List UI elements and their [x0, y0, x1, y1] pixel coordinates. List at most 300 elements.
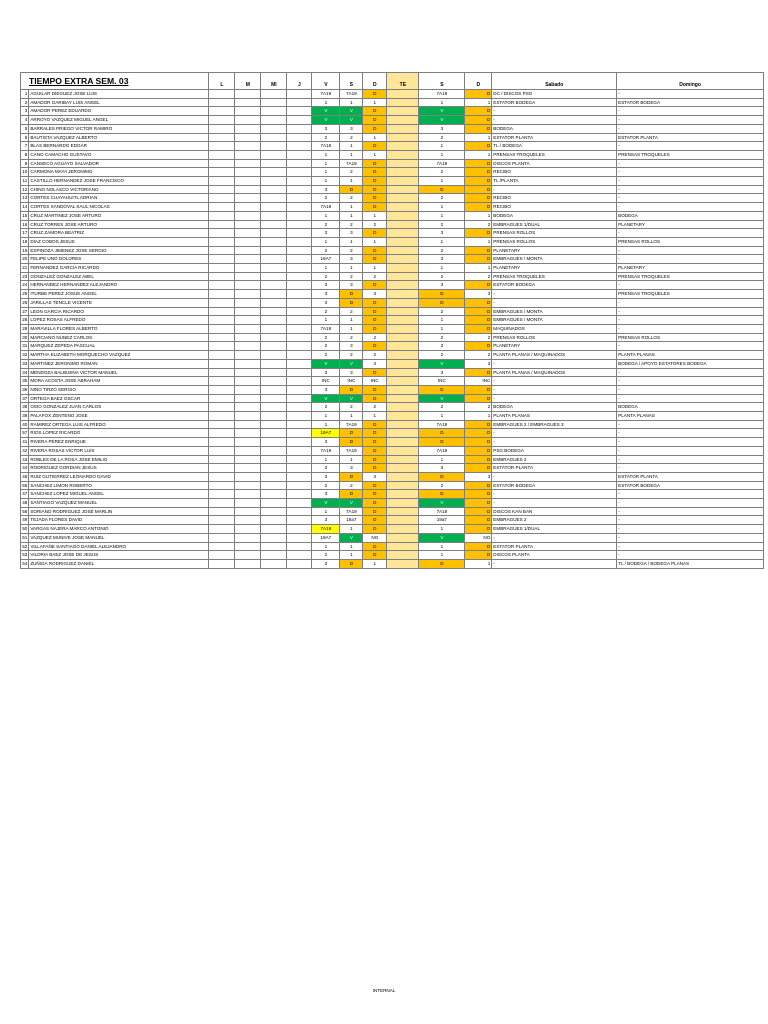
cell-l[interactable] — [209, 481, 235, 490]
cell-s2[interactable]: 1 — [419, 203, 465, 212]
cell-te[interactable] — [387, 525, 419, 534]
cell-s[interactable]: 2 — [340, 307, 363, 316]
cell-v[interactable]: 3 — [312, 185, 340, 194]
employee-name[interactable]: TEJADA FLORES DAVID — [29, 516, 209, 525]
cell-l[interactable] — [209, 255, 235, 264]
cell-d2[interactable]: 1 — [465, 98, 492, 107]
cell-domingo[interactable]: - — [617, 142, 764, 151]
row-number[interactable]: 39 — [21, 412, 29, 421]
cell-s2[interactable]: 1 — [419, 237, 465, 246]
cell-s[interactable]: D — [340, 185, 363, 194]
cell-domingo[interactable]: PLANTA PLANAS — [617, 412, 764, 421]
cell-d[interactable]: 1 — [363, 412, 387, 421]
cell-d2[interactable]: D — [465, 481, 492, 490]
row-number[interactable]: 32 — [21, 351, 29, 360]
cell-d2[interactable]: 1 — [465, 412, 492, 421]
cell-m[interactable] — [235, 420, 261, 429]
cell-v[interactable]: 1 — [312, 316, 340, 325]
cell-sabado[interactable]: RECIBO — [492, 203, 617, 212]
cell-d2[interactable]: 1 — [465, 237, 492, 246]
cell-m[interactable] — [235, 333, 261, 342]
cell-te[interactable] — [387, 211, 419, 220]
cell-s2[interactable]: D — [419, 438, 465, 447]
cell-d2[interactable]: 2 — [465, 351, 492, 360]
cell-l[interactable] — [209, 420, 235, 429]
cell-domingo[interactable]: - — [617, 394, 764, 403]
cell-v[interactable]: 2 — [312, 133, 340, 142]
cell-j[interactable] — [287, 377, 312, 386]
cell-m[interactable] — [235, 281, 261, 290]
employee-name[interactable]: MENDOZA BALBUENA VICTOR MANUEL — [29, 368, 209, 377]
cell-s2[interactable]: V — [419, 394, 465, 403]
cell-d2[interactable]: 2 — [465, 333, 492, 342]
cell-d[interactable]: D — [363, 516, 387, 525]
cell-l[interactable] — [209, 133, 235, 142]
employee-name[interactable]: LOPEZ ROSAS ALFREDO — [29, 316, 209, 325]
cell-s2[interactable]: D — [419, 290, 465, 299]
cell-s2[interactable]: V — [419, 499, 465, 508]
row-number[interactable]: 24 — [21, 281, 29, 290]
cell-j[interactable] — [287, 412, 312, 421]
employee-name[interactable]: CRUZ TORRES JOSE ARTURO — [29, 220, 209, 229]
cell-d2[interactable]: D — [465, 429, 492, 438]
cell-d[interactable]: 3 — [363, 359, 387, 368]
cell-s2[interactable]: 7A19 — [419, 446, 465, 455]
employee-name[interactable]: RODRIGUEZ GORDIAN JESUS — [29, 464, 209, 473]
cell-m[interactable] — [235, 455, 261, 464]
cell-l[interactable] — [209, 237, 235, 246]
cell-d[interactable]: D — [363, 342, 387, 351]
cell-mi[interactable] — [261, 98, 287, 107]
cell-te[interactable] — [387, 116, 419, 125]
cell-l[interactable] — [209, 107, 235, 116]
cell-d2[interactable]: D — [465, 368, 492, 377]
cell-sabado[interactable]: - — [492, 385, 617, 394]
cell-v[interactable]: 2 — [312, 333, 340, 342]
cell-s2[interactable]: 1 — [419, 264, 465, 273]
cell-d[interactable]: D — [363, 385, 387, 394]
cell-l[interactable] — [209, 359, 235, 368]
cell-l[interactable] — [209, 542, 235, 551]
employee-name[interactable]: ORTEGA BAEZ OSCAR — [29, 394, 209, 403]
cell-d[interactable]: D — [363, 438, 387, 447]
cell-d2[interactable]: D — [465, 246, 492, 255]
cell-l[interactable] — [209, 142, 235, 151]
cell-d2[interactable]: 1 — [465, 133, 492, 142]
row-number[interactable]: 47 — [21, 490, 29, 499]
cell-sabado[interactable]: PSG BODEGA — [492, 446, 617, 455]
cell-d2[interactable]: D — [465, 516, 492, 525]
employee-name[interactable]: SANTIAGO VAZQUEZ MANUEL — [29, 499, 209, 508]
cell-d[interactable]: D — [363, 542, 387, 551]
cell-d[interactable]: D — [363, 229, 387, 238]
cell-m[interactable] — [235, 516, 261, 525]
cell-domingo[interactable]: - — [617, 185, 764, 194]
cell-s2[interactable]: 2 — [419, 351, 465, 360]
cell-v[interactable]: 19A7 — [312, 533, 340, 542]
cell-s2[interactable]: 7A19 — [419, 507, 465, 516]
cell-d[interactable]: D — [363, 298, 387, 307]
cell-m[interactable] — [235, 142, 261, 151]
cell-te[interactable] — [387, 507, 419, 516]
cell-domingo[interactable]: - — [617, 324, 764, 333]
cell-mi[interactable] — [261, 507, 287, 516]
cell-j[interactable] — [287, 533, 312, 542]
cell-sabado[interactable]: EMBRAGUES / MONTA — [492, 307, 617, 316]
row-number[interactable]: 53 — [21, 551, 29, 560]
employee-name[interactable]: ROBLES DE LA ROSA JOSE EMILIO — [29, 455, 209, 464]
cell-d2[interactable]: D — [465, 446, 492, 455]
cell-d2[interactable]: D — [465, 385, 492, 394]
cell-d2[interactable]: 2 — [465, 272, 492, 281]
cell-sabado[interactable]: - — [492, 116, 617, 125]
cell-l[interactable] — [209, 499, 235, 508]
employee-name[interactable]: VILLAFAÑE SANTIAGO DANIEL ALEJANDRO — [29, 542, 209, 551]
cell-mi[interactable] — [261, 133, 287, 142]
cell-s2[interactable]: 3 — [419, 368, 465, 377]
cell-l[interactable] — [209, 333, 235, 342]
cell-m[interactable] — [235, 237, 261, 246]
cell-te[interactable] — [387, 455, 419, 464]
cell-v[interactable]: 2 — [312, 272, 340, 281]
cell-s[interactable]: 2 — [340, 481, 363, 490]
cell-mi[interactable] — [261, 237, 287, 246]
cell-s2[interactable]: 2 — [419, 133, 465, 142]
cell-te[interactable] — [387, 481, 419, 490]
cell-j[interactable] — [287, 264, 312, 273]
cell-d[interactable]: 2 — [363, 220, 387, 229]
employee-name[interactable]: DIAZ COBOS JESUS — [29, 237, 209, 246]
cell-d2[interactable]: D — [465, 177, 492, 186]
cell-mi[interactable] — [261, 377, 287, 386]
employee-name[interactable]: GONZALEZ GONZALEZ ABEL — [29, 272, 209, 281]
cell-l[interactable] — [209, 438, 235, 447]
cell-m[interactable] — [235, 377, 261, 386]
cell-v[interactable]: 1 — [312, 98, 340, 107]
cell-te[interactable] — [387, 394, 419, 403]
cell-s2[interactable]: D — [419, 490, 465, 499]
cell-l[interactable] — [209, 551, 235, 560]
cell-d2[interactable]: D — [465, 420, 492, 429]
cell-s[interactable]: 1 — [340, 324, 363, 333]
cell-l[interactable] — [209, 316, 235, 325]
row-number[interactable]: 52 — [21, 542, 29, 551]
cell-m[interactable] — [235, 412, 261, 421]
cell-mi[interactable] — [261, 333, 287, 342]
cell-te[interactable] — [387, 499, 419, 508]
employee-name[interactable]: RAMIREZ ORTEGA LUIS ALFREDO — [29, 420, 209, 429]
cell-l[interactable] — [209, 177, 235, 186]
cell-m[interactable] — [235, 116, 261, 125]
employee-name[interactable]: CRUZ MARTINEZ JOSE ARTURO — [29, 211, 209, 220]
cell-s2[interactable]: D — [419, 298, 465, 307]
cell-v[interactable]: 1 — [312, 264, 340, 273]
cell-d[interactable]: 1 — [363, 237, 387, 246]
cell-d[interactable]: D — [363, 316, 387, 325]
cell-mi[interactable] — [261, 229, 287, 238]
cell-j[interactable] — [287, 142, 312, 151]
cell-l[interactable] — [209, 490, 235, 499]
cell-m[interactable] — [235, 490, 261, 499]
cell-j[interactable] — [287, 464, 312, 473]
cell-l[interactable] — [209, 412, 235, 421]
cell-l[interactable] — [209, 272, 235, 281]
cell-mi[interactable] — [261, 359, 287, 368]
cell-d2[interactable]: 3 — [465, 472, 492, 481]
cell-v[interactable]: V — [312, 107, 340, 116]
cell-l[interactable] — [209, 116, 235, 125]
employee-name[interactable]: FERNANDEZ GARCIA RICARDO — [29, 264, 209, 273]
cell-te[interactable] — [387, 168, 419, 177]
cell-s[interactable]: 7A19 — [340, 420, 363, 429]
cell-mi[interactable] — [261, 290, 287, 299]
cell-s[interactable]: V — [340, 359, 363, 368]
cell-sabado[interactable]: - — [492, 499, 617, 508]
cell-mi[interactable] — [261, 324, 287, 333]
cell-domingo[interactable]: - — [617, 203, 764, 212]
cell-s2[interactable]: 3 — [419, 281, 465, 290]
cell-s2[interactable]: 2 — [419, 333, 465, 342]
cell-v[interactable]: 3 — [312, 281, 340, 290]
cell-j[interactable] — [287, 455, 312, 464]
cell-s2[interactable]: 1 — [419, 150, 465, 159]
employee-name[interactable]: FELIPE UNO DOLORES — [29, 255, 209, 264]
cell-d2[interactable]: D — [465, 116, 492, 125]
row-number[interactable]: 9 — [21, 159, 29, 168]
cell-te[interactable] — [387, 342, 419, 351]
cell-s2[interactable]: 7A19 — [419, 159, 465, 168]
cell-domingo[interactable]: - — [617, 542, 764, 551]
cell-te[interactable] — [387, 255, 419, 264]
row-number[interactable]: 31 — [21, 342, 29, 351]
cell-sabado[interactable]: PLANTA PLANAS — [492, 412, 617, 421]
cell-d2[interactable]: D — [465, 342, 492, 351]
cell-l[interactable] — [209, 507, 235, 516]
cell-s2[interactable]: 1 — [419, 98, 465, 107]
cell-v[interactable]: 1 — [312, 150, 340, 159]
employee-name[interactable]: NIÑO TIRZO SERGIO — [29, 385, 209, 394]
cell-m[interactable] — [235, 472, 261, 481]
cell-s2[interactable]: 2 — [419, 481, 465, 490]
cell-j[interactable] — [287, 351, 312, 360]
cell-s2[interactable]: 3 — [419, 229, 465, 238]
row-number[interactable]: 42 — [21, 446, 29, 455]
cell-mi[interactable] — [261, 124, 287, 133]
row-number[interactable]: 11 — [21, 177, 29, 186]
cell-v[interactable]: 7A19 — [312, 446, 340, 455]
cell-sabado[interactable]: - — [492, 359, 617, 368]
cell-v[interactable]: 3 — [312, 229, 340, 238]
cell-s[interactable]: 1 — [340, 142, 363, 151]
row-number[interactable]: 1 — [21, 90, 29, 99]
cell-d2[interactable]: D — [465, 90, 492, 99]
employee-name[interactable]: SANCHEZ LIMON ROBERTO — [29, 481, 209, 490]
cell-sabado[interactable]: DISCOS KAN BAN — [492, 507, 617, 516]
cell-s[interactable]: D — [340, 298, 363, 307]
cell-j[interactable] — [287, 481, 312, 490]
cell-s2[interactable]: 3 — [419, 124, 465, 133]
cell-m[interactable] — [235, 394, 261, 403]
cell-mi[interactable] — [261, 194, 287, 203]
cell-d[interactable]: D — [363, 429, 387, 438]
cell-l[interactable] — [209, 246, 235, 255]
employee-name[interactable]: ARROYO VAZQUEZ MIGUEL ANGEL — [29, 116, 209, 125]
cell-domingo[interactable]: - — [617, 385, 764, 394]
cell-m[interactable] — [235, 133, 261, 142]
cell-s2[interactable]: 1 — [419, 142, 465, 151]
cell-d[interactable]: D — [363, 324, 387, 333]
row-number[interactable]: 56 — [21, 507, 29, 516]
cell-mi[interactable] — [261, 281, 287, 290]
employee-name[interactable]: PALAFOX ZENTENO JOSE — [29, 412, 209, 421]
cell-te[interactable] — [387, 316, 419, 325]
cell-d2[interactable]: D — [465, 394, 492, 403]
cell-l[interactable] — [209, 194, 235, 203]
cell-j[interactable] — [287, 359, 312, 368]
cell-mi[interactable] — [261, 499, 287, 508]
cell-l[interactable] — [209, 533, 235, 542]
cell-d[interactable]: D — [363, 368, 387, 377]
cell-l[interactable] — [209, 342, 235, 351]
cell-te[interactable] — [387, 246, 419, 255]
cell-te[interactable] — [387, 324, 419, 333]
cell-mi[interactable] — [261, 403, 287, 412]
cell-mi[interactable] — [261, 255, 287, 264]
cell-m[interactable] — [235, 507, 261, 516]
cell-s2[interactable]: D — [419, 472, 465, 481]
cell-v[interactable]: 3 — [312, 559, 340, 568]
cell-domingo[interactable]: PLANTA PLANAS — [617, 351, 764, 360]
cell-s[interactable]: 2 — [340, 133, 363, 142]
cell-sabado[interactable]: - — [492, 429, 617, 438]
cell-l[interactable] — [209, 559, 235, 568]
cell-l[interactable] — [209, 150, 235, 159]
cell-s[interactable]: V — [340, 394, 363, 403]
cell-te[interactable] — [387, 472, 419, 481]
cell-s[interactable]: 3 — [340, 124, 363, 133]
cell-mi[interactable] — [261, 551, 287, 560]
cell-s2[interactable]: V — [419, 533, 465, 542]
cell-s2[interactable]: 2 — [419, 246, 465, 255]
cell-s2[interactable]: INC — [419, 377, 465, 386]
cell-s2[interactable]: 7A19 — [419, 90, 465, 99]
cell-m[interactable] — [235, 559, 261, 568]
cell-d[interactable]: D — [363, 490, 387, 499]
cell-s[interactable]: 1 — [340, 542, 363, 551]
row-number[interactable]: 57 — [21, 429, 29, 438]
cell-m[interactable] — [235, 351, 261, 360]
cell-d2[interactable]: 2 — [465, 220, 492, 229]
cell-j[interactable] — [287, 525, 312, 534]
cell-d[interactable]: D — [363, 464, 387, 473]
employee-name[interactable]: HERNANDEZ HERNANDEZ ALEJANDRO — [29, 281, 209, 290]
cell-m[interactable] — [235, 525, 261, 534]
cell-m[interactable] — [235, 542, 261, 551]
cell-mi[interactable] — [261, 90, 287, 99]
employee-name[interactable]: VAZQUEZ MUNIVE JOSE MANUEL — [29, 533, 209, 542]
employee-name[interactable]: AMADOR PEREZ EDUARDO — [29, 107, 209, 116]
cell-sabado[interactable]: ESTATOR BODEGA — [492, 98, 617, 107]
cell-mi[interactable] — [261, 368, 287, 377]
cell-s[interactable]: D — [340, 385, 363, 394]
cell-j[interactable] — [287, 307, 312, 316]
cell-v[interactable]: 2 — [312, 246, 340, 255]
cell-domingo[interactable]: - — [617, 368, 764, 377]
cell-v[interactable]: 1 — [312, 168, 340, 177]
cell-l[interactable] — [209, 211, 235, 220]
cell-te[interactable] — [387, 403, 419, 412]
cell-s[interactable]: 1 — [340, 150, 363, 159]
cell-m[interactable] — [235, 246, 261, 255]
cell-j[interactable] — [287, 98, 312, 107]
row-number[interactable]: 3 — [21, 107, 29, 116]
cell-d[interactable]: D — [363, 124, 387, 133]
cell-l[interactable] — [209, 168, 235, 177]
cell-te[interactable] — [387, 377, 419, 386]
cell-d2[interactable]: 1 — [465, 559, 492, 568]
cell-j[interactable] — [287, 499, 312, 508]
cell-d[interactable]: D — [363, 159, 387, 168]
cell-d2[interactable]: D — [465, 142, 492, 151]
cell-sabado[interactable]: - — [492, 394, 617, 403]
cell-d[interactable]: D — [363, 446, 387, 455]
cell-sabado[interactable]: ESTATOR BODEGA — [492, 281, 617, 290]
cell-l[interactable] — [209, 220, 235, 229]
cell-domingo[interactable]: BODEGA / APOYO ESTATORES BODEGA — [617, 359, 764, 368]
cell-s[interactable]: 2 — [340, 168, 363, 177]
cell-sabado[interactable]: PLANTA PLANAS / MAQUINADOS — [492, 368, 617, 377]
cell-sabado[interactable]: EMBRAGUES / MONTA — [492, 255, 617, 264]
cell-j[interactable] — [287, 107, 312, 116]
cell-v[interactable]: 3 — [312, 490, 340, 499]
cell-te[interactable] — [387, 290, 419, 299]
cell-d2[interactable]: D — [465, 324, 492, 333]
cell-d2[interactable]: 2 — [465, 403, 492, 412]
cell-d[interactable]: D — [363, 185, 387, 194]
cell-sabado[interactable]: ESTATOR PLANTA — [492, 133, 617, 142]
cell-mi[interactable] — [261, 490, 287, 499]
cell-mi[interactable] — [261, 464, 287, 473]
cell-te[interactable] — [387, 368, 419, 377]
cell-d[interactable]: 1 — [363, 264, 387, 273]
row-number[interactable]: 8 — [21, 150, 29, 159]
cell-domingo[interactable]: - — [617, 107, 764, 116]
cell-domingo[interactable]: - — [617, 255, 764, 264]
cell-m[interactable] — [235, 368, 261, 377]
cell-d2[interactable]: D — [465, 185, 492, 194]
row-number[interactable]: 5 — [21, 124, 29, 133]
cell-l[interactable] — [209, 368, 235, 377]
employee-name[interactable]: ITURBE PEREZ JOSUE ANGEL — [29, 290, 209, 299]
cell-m[interactable] — [235, 481, 261, 490]
cell-l[interactable] — [209, 403, 235, 412]
cell-d2[interactable]: INC — [465, 377, 492, 386]
cell-v[interactable]: 3 — [312, 124, 340, 133]
cell-sabado[interactable]: PRENSAS ROLLOS — [492, 333, 617, 342]
cell-v[interactable]: 2 — [312, 342, 340, 351]
cell-j[interactable] — [287, 298, 312, 307]
row-number[interactable]: 35 — [21, 377, 29, 386]
employee-name[interactable]: CANSECO AGUAYO SALVADOR — [29, 159, 209, 168]
employee-name[interactable]: MARCIANO NUNEZ CARLOS — [29, 333, 209, 342]
cell-d[interactable]: D — [363, 177, 387, 186]
cell-te[interactable] — [387, 159, 419, 168]
cell-j[interactable] — [287, 237, 312, 246]
cell-v[interactable]: 2 — [312, 403, 340, 412]
cell-domingo[interactable]: - — [617, 316, 764, 325]
employee-name[interactable]: VILDRIA BAEZ JOSE DE JESUS — [29, 551, 209, 560]
cell-m[interactable] — [235, 220, 261, 229]
